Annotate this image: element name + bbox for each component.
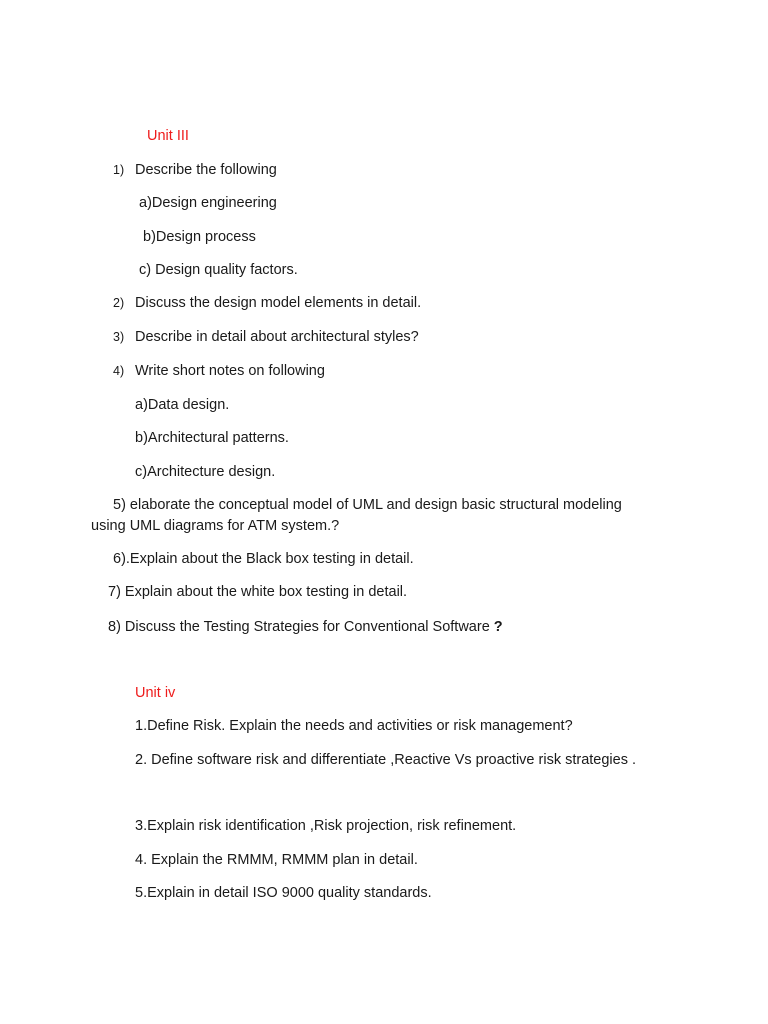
question-text: Write short notes on following [135, 363, 325, 379]
question-text: 8) Discuss the Testing Strategies for Conventional Software [108, 619, 494, 635]
question-2 [113, 294, 421, 312]
question-number: 1) [113, 163, 125, 177]
question-text: Describe in detail about architectural styles? [135, 329, 419, 345]
question-4b: b)Architectural patterns. [135, 430, 289, 446]
question-text: Describe the following [135, 162, 277, 178]
unit-4-question-3: 3.Explain risk identification ,Risk projection, risk refinement. [135, 818, 517, 834]
question-number: 4) [113, 364, 125, 378]
question-5-line-2: using UML diagrams for ATM system.? [91, 518, 340, 534]
question-1b: b)Design process [143, 229, 256, 245]
question-6: 6).Explain about the Black box testing in detail. [113, 551, 414, 567]
unit-4-question-5: 5.Explain in detail ISO 9000 quality standards. [135, 885, 432, 901]
question-text: Discuss the design model elements in detail. [135, 295, 422, 311]
question-3 [113, 328, 419, 346]
question-1 [113, 161, 277, 179]
question-4c: c)Architecture design. [135, 464, 276, 480]
unit-3-heading: Unit III [147, 128, 189, 144]
question-1c: c) Design quality factors. [139, 262, 298, 278]
question-number: 2) [113, 296, 125, 310]
question-4 [113, 362, 325, 380]
question-7: 7) Explain about the white box testing in detail. [108, 584, 408, 600]
question-4a: a)Data design. [135, 397, 230, 413]
question-8 [108, 618, 503, 636]
unit-4-question-1: 1.Define Risk. Explain the needs and activities or risk management? [135, 718, 573, 734]
question-1a: a)Design engineering [139, 195, 277, 211]
unit-4-question-4: 4. Explain the RMMM, RMMM plan in detail. [135, 852, 418, 868]
question-mark: ? [493, 619, 503, 635]
question-5-line-1: 5) elaborate the conceptual model of UML and design basic structural modeling [113, 497, 622, 513]
unit-4-heading: Unit iv [135, 685, 176, 701]
question-number: 3) [113, 330, 125, 344]
unit-4-question-2: 2. Define software risk and differentiate ,Reactive Vs proactive risk strategies . [135, 752, 637, 768]
